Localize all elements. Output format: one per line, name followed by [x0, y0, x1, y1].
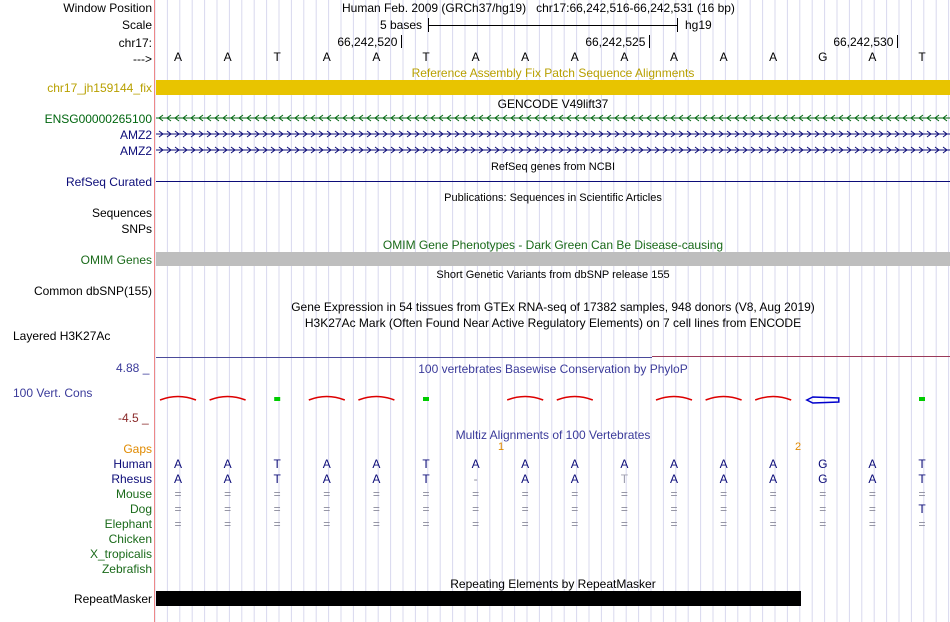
h3k27ac-label[interactable]: Layered H3K27Ac — [13, 329, 111, 343]
base-letter: A — [868, 50, 877, 64]
phylop-mark — [309, 397, 345, 401]
alignment-base: = — [720, 502, 728, 516]
omim-bar[interactable] — [156, 252, 950, 266]
phylop-mark — [557, 397, 593, 401]
phylop-label[interactable]: 100 Vert. Cons — [13, 386, 93, 400]
alignment-base: = — [224, 487, 232, 501]
refseq-label[interactable]: RefSeq Curated — [65, 175, 152, 189]
gap-marker-2: 2 — [795, 441, 802, 453]
base-letter: A — [173, 50, 182, 64]
phylop-mark — [706, 397, 742, 401]
h3k27ac-title: H3K27Ac Mark (Often Found Near Active Regulatory Elements) on 7 cell lines from ENCODE — [304, 316, 802, 330]
alignment-base: A — [372, 472, 381, 486]
gencode-label-ensg[interactable]: ENSG00000265100 — [44, 112, 152, 126]
alignment-base: A — [223, 472, 232, 486]
alignment-base: = — [620, 502, 628, 516]
base-letter: A — [471, 50, 480, 64]
alignment-base: A — [719, 472, 728, 486]
phylop-mark — [358, 397, 394, 401]
multiz-gaps-label[interactable]: Gaps — [123, 442, 152, 456]
alignment-base: = — [819, 487, 827, 501]
alignment-base: = — [769, 502, 777, 516]
alignment-base: A — [570, 472, 579, 486]
coordinate-tick-label: 66,242,530 — [833, 35, 894, 49]
species-label[interactable]: Elephant — [104, 517, 152, 531]
alignment-base: A — [868, 457, 877, 471]
alignment-base: T — [620, 472, 629, 486]
fix-patch-bar[interactable] — [156, 80, 950, 95]
alignment-base: = — [323, 487, 331, 501]
alignment-base: A — [471, 457, 480, 471]
phylop-max: 4.88 _ — [116, 361, 150, 375]
phylop-mark — [656, 397, 692, 401]
alignment-base: = — [521, 517, 529, 531]
species-label[interactable]: Rhesus — [111, 472, 152, 486]
alignment-base: A — [669, 472, 678, 486]
base-letter: A — [322, 50, 331, 64]
alignment-base: = — [372, 502, 380, 516]
alignment-base: A — [868, 472, 877, 486]
alignment-base: A — [173, 472, 182, 486]
species-label[interactable]: X_tropicalis — [89, 547, 152, 561]
h3k27ac-signal-a — [156, 357, 652, 358]
alignment-base: = — [769, 517, 777, 531]
base-letter: T — [273, 50, 281, 64]
omim-label[interactable]: OMIM Genes — [80, 253, 152, 267]
coordinate-tick-label: 66,242,525 — [585, 35, 646, 49]
alignment-base: T — [918, 502, 926, 516]
phylop-conserved-mark — [919, 397, 925, 401]
alignment-base: = — [521, 487, 529, 501]
alignment-base: = — [422, 487, 430, 501]
alignment-base: = — [273, 517, 281, 531]
alignment-base: = — [918, 487, 926, 501]
alignment-base: A — [372, 457, 381, 471]
window-position-label: Window Position — [63, 1, 152, 15]
refseq-title: RefSeq genes from NCBI — [490, 161, 616, 173]
alignment-base: G — [818, 457, 828, 471]
phylop-mark — [507, 397, 543, 401]
species-label[interactable]: Zebrafish — [101, 562, 152, 576]
alignment-base: = — [571, 502, 579, 516]
coordinate-tick — [401, 35, 402, 48]
scale-label: Scale — [121, 18, 152, 32]
scale-assembly: hg19 — [685, 18, 712, 32]
alignment-base: T — [918, 457, 926, 471]
species-label[interactable]: Dog — [129, 502, 152, 516]
alignment-base: = — [918, 517, 926, 531]
base-letter: A — [372, 50, 381, 64]
dbsnp-label[interactable]: Common dbSNP(155) — [33, 284, 152, 298]
alignment-base: = — [422, 502, 430, 516]
base-letter: A — [669, 50, 678, 64]
base-letter: A — [570, 50, 579, 64]
alignment-base: = — [224, 502, 232, 516]
alignment-base: = — [620, 517, 628, 531]
alignment-base: = — [670, 502, 678, 516]
base-letter: A — [223, 50, 232, 64]
alignment-base: = — [819, 517, 827, 531]
phylop-graph[interactable] — [156, 390, 950, 410]
base-letter: G — [818, 50, 828, 64]
phylop-conserved-mark — [423, 397, 429, 401]
alignment-base: = — [174, 517, 182, 531]
alignment-base: = — [571, 517, 579, 531]
alignment-base: = — [670, 517, 678, 531]
alignment-base: T — [422, 457, 430, 471]
gencode-label-amz2-b[interactable]: AMZ2 — [119, 144, 152, 158]
species-label[interactable]: Chicken — [108, 532, 152, 546]
phylop-blue-mark — [807, 397, 839, 403]
alignment-base: = — [273, 487, 281, 501]
alignment-base: A — [769, 457, 778, 471]
coordinate-tick — [897, 35, 898, 48]
base-letter: A — [620, 50, 629, 64]
alignment-base: = — [372, 517, 380, 531]
strand-label: ---> — [133, 52, 152, 66]
alignment-base: = — [323, 502, 331, 516]
gap-marker-1: 1 — [498, 441, 505, 453]
scale-value: 5 bases — [380, 18, 423, 32]
publications-snps[interactable]: SNPs — [121, 222, 152, 236]
alignment-base: = — [720, 487, 728, 501]
publications-title: Publications: Sequences in Scientific Articles — [444, 192, 662, 204]
alignment-base: A — [570, 457, 579, 471]
base-letter: A — [719, 50, 728, 64]
alignment-base: A — [769, 472, 778, 486]
coordinate-tick-label: 66,242,520 — [337, 35, 398, 49]
alignment-base: A — [173, 457, 182, 471]
species-label[interactable]: Human — [113, 457, 152, 471]
alignment-base: = — [868, 487, 876, 501]
repeatmasker-title: Repeating Elements by RepeatMasker — [450, 577, 656, 591]
coordinate-tick — [649, 35, 650, 48]
alignment-base: T — [918, 472, 926, 486]
scale-bar — [428, 18, 678, 32]
alignment-base: G — [818, 472, 828, 486]
alignment-base: = — [472, 487, 480, 501]
phylop-mark — [755, 397, 791, 401]
alignment-base: = — [472, 517, 480, 531]
window-position-value: Human Feb. 2009 (GRCh37/hg19) chr17:66,242,516-66,242,531 (16 bp) — [342, 1, 735, 15]
chrom-label: chr17: — [118, 36, 152, 50]
alignment-base: = — [323, 517, 331, 531]
alignment-base: = — [868, 517, 876, 531]
repeatmasker-bar[interactable] — [156, 591, 801, 606]
multiz-title: Multiz Alignments of 100 Vertebrates — [455, 428, 651, 442]
alignment-base: T — [273, 457, 281, 471]
alignment-base: T — [422, 472, 430, 486]
base-letter: T — [422, 50, 430, 64]
dbsnp-title: Short Genetic Variants from dbSNP release 155 — [436, 269, 670, 281]
alignment-base: = — [868, 502, 876, 516]
publications-sequences[interactable]: Sequences — [91, 206, 152, 220]
alignment-base: = — [521, 502, 529, 516]
phylop-mark — [210, 397, 246, 401]
base-letter: A — [769, 50, 778, 64]
phylop-mark — [160, 397, 196, 401]
gencode-features[interactable] — [156, 110, 950, 158]
alignment-base: A — [669, 457, 678, 471]
alignment-base: = — [273, 502, 281, 516]
alignment-base: = — [670, 487, 678, 501]
fix-patch-title: Reference Assembly Fix Patch Sequence Alignments — [411, 66, 695, 80]
phylop-title: 100 vertebrates Basewise Conservation by PhyloP — [418, 362, 688, 376]
alignment-base: = — [769, 487, 777, 501]
base-letter: T — [918, 50, 926, 64]
species-label[interactable]: Mouse — [115, 487, 152, 501]
alignment-base: A — [719, 457, 728, 471]
repeatmasker-label[interactable]: RepeatMasker — [73, 592, 152, 606]
alignment-base: = — [571, 487, 579, 501]
alignment-base: A — [521, 457, 530, 471]
gencode-label-amz2-a[interactable]: AMZ2 — [119, 128, 152, 142]
alignment-base: A — [521, 472, 530, 486]
alignment-base: = — [422, 517, 430, 531]
alignment-base: = — [174, 502, 182, 516]
alignment-base: - — [473, 472, 478, 486]
phylop-min: -4.5 _ — [118, 411, 149, 425]
omim-title: OMIM Gene Phenotypes - Dark Green Can Be Disease-causing — [382, 238, 724, 252]
alignment-base: T — [273, 472, 281, 486]
alignment-base: A — [620, 457, 629, 471]
h3k27ac-signal-b — [652, 356, 950, 357]
alignment-base: = — [620, 487, 628, 501]
alignment-base: A — [223, 457, 232, 471]
alignment-base: = — [174, 487, 182, 501]
alignment-base: = — [372, 487, 380, 501]
alignment-base: = — [224, 517, 232, 531]
sidebar-divider — [154, 0, 155, 622]
fix-patch-label[interactable]: chr17_jh159144_fix — [47, 81, 152, 95]
refseq-line[interactable] — [156, 181, 950, 182]
gencode-title: GENCODE V49lift37 — [497, 97, 609, 111]
base-letter: A — [521, 50, 530, 64]
alignment-base: A — [322, 472, 331, 486]
alignment-base: = — [720, 517, 728, 531]
phylop-conserved-mark — [274, 397, 280, 401]
alignment-base: A — [322, 457, 331, 471]
alignment-base: = — [819, 502, 827, 516]
gtex-title: Gene Expression in 54 tissues from GTEx RNA-seq of 17382 samples, 948 donors (V8, Aug 2019) — [291, 300, 815, 314]
alignment-base: = — [472, 502, 480, 516]
